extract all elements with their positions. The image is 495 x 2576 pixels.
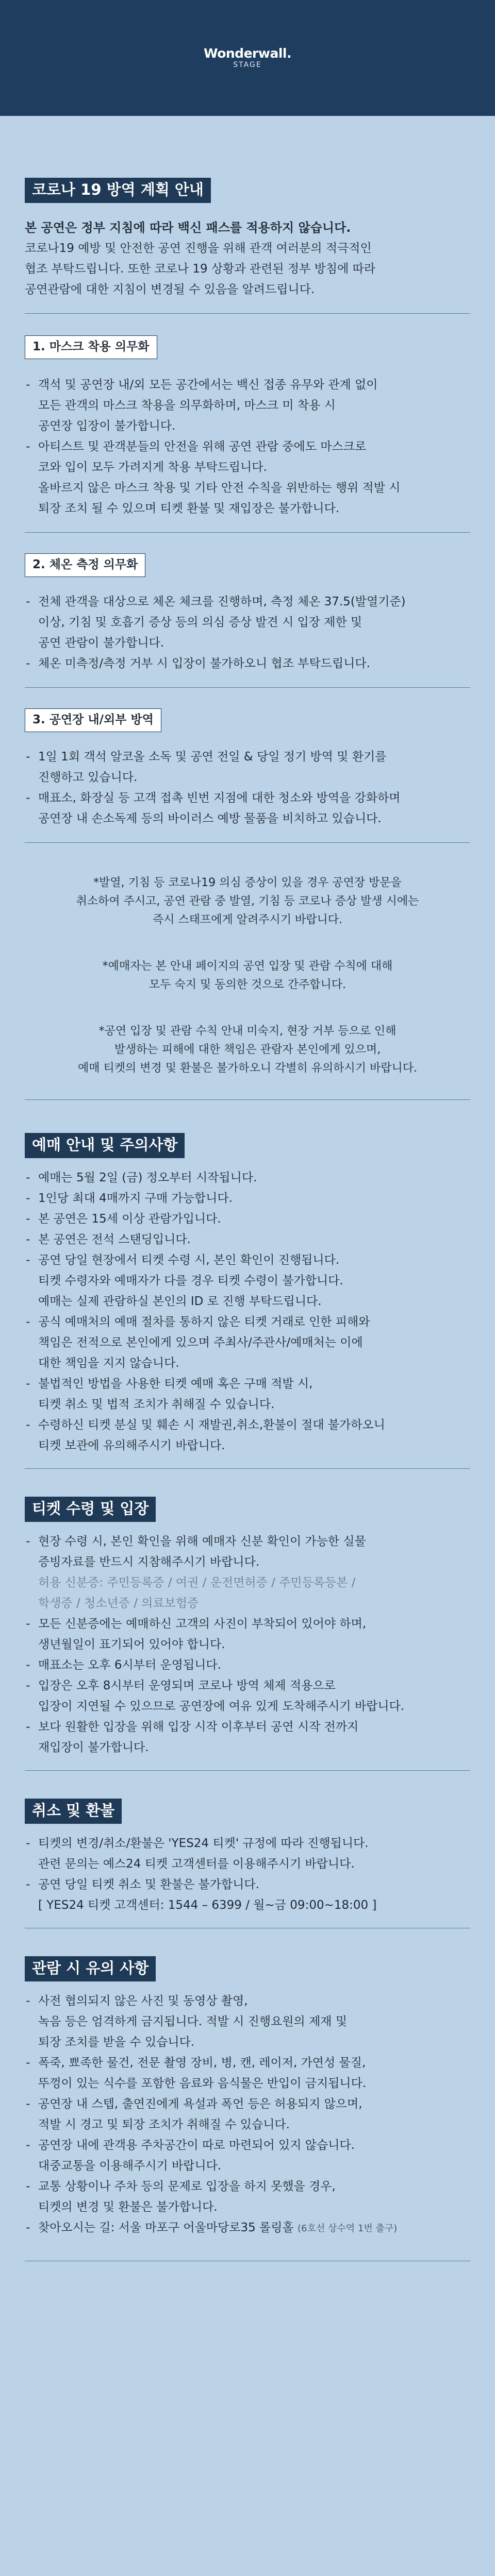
id-types-line: 학생증 / 청소년증 / 의료보험증	[38, 1597, 199, 1611]
item-line: 진행하고 있습니다.	[38, 770, 138, 784]
item-line: - 본 공연은 15세 이상 관람가입니다.	[38, 1212, 221, 1226]
notice-document	[25, 178, 470, 2576]
brand-logo: Wonderwall.	[204, 46, 291, 61]
item-line: 공연장 입장이 불가합니다.	[38, 419, 176, 433]
covid-intro	[25, 217, 470, 300]
item-line: 공연 관람이 불가합니다.	[38, 636, 164, 650]
item-line: - 현장 수령 시, 본인 확인을 위해 예매자 신분 확인이 가능한 실물	[38, 1535, 366, 1549]
item-line: 티켓 수령자와 예매자가 다를 경우 티켓 수령이 불가합니다.	[38, 1274, 343, 1287]
item-line: - 1인당 최대 4매까지 구매 가능합니다.	[38, 1191, 233, 1205]
item-line: - 교통 상황이나 주차 등의 문제로 입장을 하지 못했을 경우,	[38, 2180, 336, 2194]
cautions-section-title: 관람 시 유의 사항	[25, 1956, 156, 1981]
list-item	[25, 591, 470, 653]
list-item	[25, 2135, 470, 2176]
mask-subsection-title: 1. 마스크 착용 의무화	[25, 335, 157, 359]
list-item	[25, 1991, 470, 2053]
booking-section-title: 예매 안내 및 주의사항	[25, 1133, 185, 1158]
item-line: 코와 입이 모두 가려지게 착용 부탁드립니다.	[38, 461, 267, 474]
item-line: 모든 관객의 마스크 착용을 의무화하며, 마스크 미 착용 시	[38, 399, 336, 413]
location-note: (6호선 상수역 1번 출구)	[298, 2223, 398, 2234]
id-types-line: 허용 신분증: 주민등록증 / 여권 / 운전면허증 / 주민등록등본 /	[38, 1576, 356, 1590]
temperature-subsection-title: 2. 체온 측정 의무화	[25, 553, 145, 577]
item-line: 증빙자료를 반드시 지참해주시기 바랍니다.	[38, 1555, 260, 1569]
item-line: - 체온 미측정/측정 거부 시 입장이 불가하오니 협조 부탁드립니다.	[38, 656, 370, 670]
covid-intro-line: 코로나19 예방 및 안전한 공연 진행을 위해 관객 여러분의 적극적인	[25, 242, 372, 256]
item-line: - 수령하신 티켓 분실 및 훼손 시 재발권,취소,환불이 절대 불가하오니	[38, 1418, 385, 1432]
list-item	[25, 1614, 470, 1655]
divider	[25, 532, 470, 533]
note-line: *예매자는 본 안내 페이지의 공연 입장 및 관람 수칙에 대해	[102, 959, 393, 973]
list-item	[25, 1415, 470, 1456]
item-line: 티켓 보관에 유의해주시기 바랍니다.	[38, 1438, 225, 1452]
list-item	[25, 1209, 470, 1229]
item-line: - 본 공연은 전석 스탠딩입니다.	[38, 1232, 191, 1246]
item-line: - 아티스트 및 관객분들의 안전을 위해 공연 관람 중에도 마스크로	[38, 440, 367, 454]
item-line: 입장이 지연될 수 있으므로 공연장에 여유 있게 도착해주시기 바랍니다.	[38, 1700, 405, 1714]
item-line: - 예매는 5월 2일 (금) 정오부터 시작됩니다.	[38, 1171, 257, 1184]
item-line: - 공연 당일 티켓 취소 및 환불은 불가합니다.	[38, 1878, 259, 1892]
divider	[25, 1099, 470, 1100]
item-line: 티켓의 변경 및 환불은 불가합니다.	[38, 2200, 218, 2214]
item-line: [ YES24 티켓 고객센터: 1544 – 6399 / 월~금 09:00~18:00 ]	[38, 1899, 377, 1912]
item-line: 티켓 취소 및 법적 조치가 취해질 수 있습니다.	[38, 1397, 275, 1411]
item-line: 재입장이 불가합니다.	[38, 1741, 149, 1755]
note-line: 예매 티켓의 변경 및 환불은 불가하오니 각별히 유의하시기 바랍니다.	[78, 1061, 417, 1075]
refund-list	[25, 1833, 470, 1916]
item-line: - 객석 및 공연장 내/외 모든 공간에서는 백신 접종 유무와 관계 없이	[38, 378, 378, 392]
note-line: 즉시 스태프에게 알려주시기 바랍니다.	[152, 913, 342, 926]
note-line: 취소하여 주시고, 공연 관람 중 발열, 기침 등 코로나 증상 발생 시에는	[76, 894, 419, 908]
item-line: 대중교통을 이용해주시기 바랍니다.	[38, 2159, 222, 2173]
item-line: - 공식 예매처의 예매 절차를 통하지 않은 티켓 거래로 인한 피해와	[38, 1315, 370, 1329]
disinfection-list	[25, 747, 470, 829]
item-line: 책임은 전적으로 본인에게 있으며 주최사/주관사/예매처는 이에	[38, 1335, 363, 1349]
item-line: - 공연장 내에 관객용 주차공간이 따로 마련되어 있지 않습니다.	[38, 2139, 355, 2153]
item-line: 올바르지 않은 마스크 착용 및 기타 안전 수칙을 위반하는 행위 적발 시	[38, 481, 401, 495]
cautions-list	[25, 1991, 470, 2239]
divider	[25, 313, 470, 314]
list-item	[25, 1717, 470, 1758]
list-item	[25, 1675, 470, 1717]
booking-list	[25, 1167, 470, 1456]
list-item	[25, 653, 470, 674]
list-item	[25, 2176, 470, 2217]
item-line: - 공연장 내 스텝, 출연진에게 욕설과 폭언 등은 허용되지 않으며,	[38, 2097, 362, 2111]
covid-intro-line: 협조 부탁드립니다. 또한 코로나 19 상황과 관련된 정부 방침에 따라	[25, 262, 376, 276]
list-item	[25, 2053, 470, 2094]
item-line: 퇴장 조치를 받을 수 있습니다.	[38, 2036, 195, 2049]
item-line: - 매표소, 화장실 등 고객 접촉 빈번 지점에 대한 청소와 방역을 강화하며	[38, 791, 401, 805]
item-line: - 입장은 오후 8시부터 운영되며 코로나 방역 체제 적용으로	[38, 1679, 336, 1693]
list-item	[25, 436, 470, 519]
disinfection-subsection-title: 3. 공연장 내/외부 방역	[25, 708, 161, 732]
item-line: - 보다 원활한 입장을 위해 입장 시작 이후부터 공연 시작 전까지	[38, 1720, 359, 1734]
covid-intro-line: 공연관람에 대한 지침이 변경될 수 있음을 알려드립니다.	[25, 283, 315, 297]
item-line: - 매표소는 오후 6시부터 운영됩니다.	[38, 1658, 221, 1672]
covid-note	[25, 874, 470, 929]
item-line: - 모든 신분증에는 예매하신 고객의 사진이 부착되어 있어야 하며,	[38, 1617, 367, 1631]
brand-sub: STAGE	[233, 60, 262, 69]
list-item	[25, 1188, 470, 1209]
location-line	[38, 2217, 470, 2239]
covid-section-title: 코로나 19 방역 계획 안내	[25, 178, 211, 203]
note-line: 모두 숙지 및 동의한 것으로 간주합니다.	[149, 978, 346, 991]
list-item	[25, 1833, 470, 1874]
mask-list	[25, 375, 470, 519]
covid-note	[25, 957, 470, 994]
list-item	[25, 747, 470, 788]
ticket-section-title: 티켓 수령 및 입장	[25, 1497, 156, 1522]
note-line: 발생하는 피해에 대한 책임은 관람자 본인에게 있으며,	[114, 1043, 381, 1056]
note-line: *공연 입장 및 관람 수칙 안내 미숙지, 현장 거부 등으로 인해	[98, 1024, 397, 1038]
item-line: 이상, 기침 및 호흡기 증상 등의 의심 증상 발견 시 입장 제한 및	[38, 615, 362, 629]
list-item	[25, 1250, 470, 1312]
item-line: 생년월일이 표기되어 있어야 합니다.	[38, 1638, 225, 1652]
item-line: 녹음 등은 엄격하게 금지됩니다. 적발 시 진행요원의 제재 및	[38, 2015, 348, 2029]
item-line: 대한 책임을 지지 않습니다.	[38, 1356, 179, 1370]
item-line: - 폭죽, 뾰족한 물건, 전문 촬영 장비, 병, 캔, 레이저, 가연성 물질,	[38, 2056, 366, 2070]
item-line: 뚜껑이 있는 식수를 포함한 음료와 음식물은 반입이 금지됩니다.	[38, 2077, 367, 2091]
divider	[25, 842, 470, 843]
list-item	[25, 1874, 470, 1916]
list-item	[25, 1167, 470, 1188]
list-item	[25, 788, 470, 829]
item-line: - 사전 협의되지 않은 사진 및 동영상 촬영,	[38, 1994, 248, 2008]
item-line: 적발 시 경고 및 퇴장 조치가 취해질 수 있습니다.	[38, 2118, 290, 2132]
item-line: 관련 문의는 예스24 티켓 고객센터를 이용해주시기 바랍니다.	[38, 1857, 355, 1871]
temperature-list	[25, 591, 470, 674]
list-item	[25, 1655, 470, 1675]
item-line: - 티켓의 변경/취소/환불은 'YES24 티켓' 규정에 따라 진행됩니다.	[38, 1837, 369, 1851]
item-line: - 1일 1회 객석 알코올 소독 및 공연 전일 & 당일 정기 방역 및 환기를	[38, 750, 387, 764]
list-item	[25, 2094, 470, 2135]
item-line: 공연장 내 손소독제 등의 바이러스 예방 물품을 비치하고 있습니다.	[38, 811, 382, 825]
item-line: - 전체 관객을 대상으로 체온 체크를 진행하며, 측정 체온 37.5(발열기준)	[38, 595, 406, 608]
list-item	[25, 1312, 470, 1374]
header-banner	[0, 0, 495, 116]
divider	[25, 1468, 470, 1469]
list-item	[25, 1374, 470, 1415]
item-line: - 불법적인 방법을 사용한 티켓 예매 혹은 구매 적발 시,	[38, 1377, 313, 1391]
list-item	[25, 1531, 470, 1614]
refund-section-title: 취소 및 환불	[25, 1799, 122, 1824]
ticket-list	[25, 1531, 470, 1758]
item-line: - 공연 당일 현장에서 티켓 수령 시, 본인 확인이 진행됩니다.	[38, 1253, 340, 1267]
divider	[25, 1770, 470, 1771]
note-line: *발열, 기침 등 코로나19 의심 증상이 있을 경우 공연장 방문을	[93, 876, 402, 889]
item-line: 예매는 실제 관람하실 본인의 ID 로 진행 부탁드립니다.	[38, 1294, 322, 1308]
list-item	[25, 1229, 470, 1250]
list-item	[25, 375, 470, 436]
covid-note	[25, 1022, 470, 1078]
location-label: 찾아오시는 길: 서울 마포구 어울마당로35 롤링홀	[38, 2221, 294, 2235]
list-item	[25, 2217, 470, 2239]
divider	[25, 687, 470, 688]
item-line: 퇴장 조치 될 수 있으며 티켓 환불 및 재입장은 불가합니다.	[38, 502, 340, 516]
covid-lead: 본 공연은 정부 지침에 따라 백신 패스를 적용하지 않습니다.	[25, 221, 351, 235]
